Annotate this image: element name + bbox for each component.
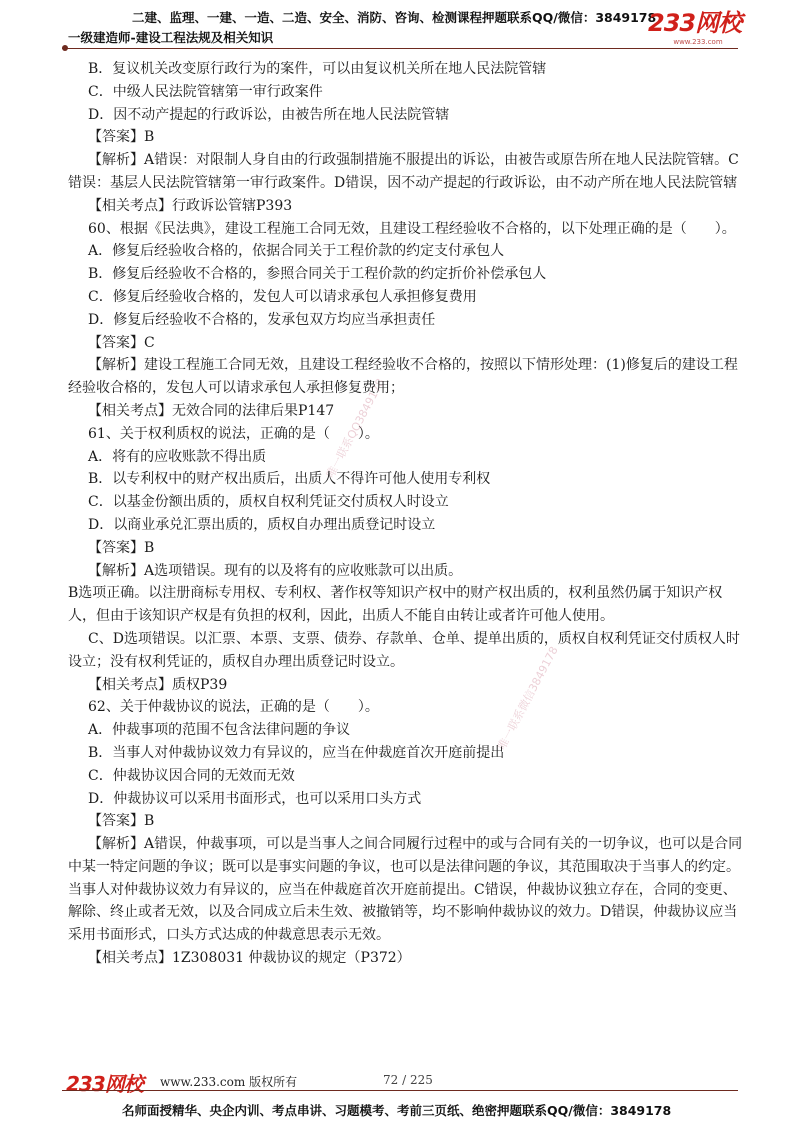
text-paragraph: 【相关考点】无效合同的法律后果P147: [88, 402, 335, 419]
header-document-title: 一级建造师-建设工程法规及相关知识: [68, 30, 274, 45]
text-paragraph: 【相关考点】行政诉讼管辖P393: [88, 197, 293, 214]
text-paragraph: 【答案】C: [88, 334, 155, 351]
footer-logo: 233网校: [66, 1072, 143, 1096]
text-paragraph: 60、根据《民法典》，建设工程施工合同无效，且建设工程经验收不合格的，以下处理正确的是（ ）。: [88, 220, 736, 237]
text-paragraph: 61、关于权利质权的说法，正确的是（ ）。: [88, 425, 379, 442]
text-paragraph: 【解析】A错误，仲裁事项，可以是当事人之间合同履行过程中的或与合同有关的一切争议，也可以是合同中某一特定问题的争议；既可以是事实问题的争议，也可以是法律问题的争议，其范围取决于当事人的约定。当事人对仲裁协议效力有异议的，应当在仲裁庭首次开庭前提出。C错误，仲裁协议独立存在，合同的变更、解除、终止或者无效，以及合同成立后未生效、被撤销等，均不影响仲裁协议的效力。D错误，仲裁协议应当采用书面形式，口头方式达成的仲裁意思表示无效。: [68, 836, 743, 944]
text-paragraph: 【答案】B: [88, 129, 155, 146]
text-paragraph: A．将有的应收账款不得出质: [88, 448, 267, 465]
page-number: 72 / 225: [383, 1073, 433, 1087]
footer-divider: [62, 1090, 738, 1091]
text-paragraph: B．修复后经验收不合格的，参照合同关于工程价款的约定折价补偿承包人: [88, 266, 547, 283]
text-paragraph: A．仲裁事项的范围不包含法律问题的争议: [88, 722, 351, 739]
text-paragraph: D．仲裁协议可以采用书面形式，也可以采用口头方式: [88, 790, 422, 807]
text-paragraph: 【解析】建设工程施工合同无效，且建设工程经验收不合格的，按照以下情形处理：(1)修复后的建设工程经验收合格的，发包人可以请求承包人承担修复费用；: [68, 357, 738, 397]
header-promo-text: 二建、监理、一建、一造、二造、安全、消防、咨询、检测课程押题联系QQ/微信：3849178: [132, 10, 657, 25]
watermark-text: 唯一联系微信3849178: [495, 644, 561, 753]
text-paragraph: C．中级人民法院管辖第一审行政案件: [88, 83, 323, 100]
watermark-text: 唯一联系QQ3849178: [323, 376, 388, 480]
footer-copyright: www.233.com 版权所有: [160, 1075, 298, 1089]
text-paragraph: 62、关于仲裁协议的说法，正确的是（ ）。: [88, 699, 379, 716]
logo-text: 233网校: [648, 9, 742, 37]
text-paragraph: 【答案】B: [88, 539, 155, 556]
text-paragraph: B．当事人对仲裁协议效力有异议的，应当在仲裁庭首次开庭前提出: [88, 744, 505, 761]
text-paragraph: C．修复后经验收合格的，发包人可以请求承包人承担修复费用: [88, 288, 477, 305]
text-paragraph: A．修复后经验收合格的，依据合同关于工程价款的约定支付承包人: [88, 243, 505, 260]
brand-logo: [648, 10, 748, 50]
text-paragraph: C、D选项错误。以汇票、本票、支票、债券、存款单、仓单、提单出质的，质权自权利凭证交付质权人时设立；没有权利凭证的，质权自办理出质登记时设立。: [68, 630, 740, 670]
text-paragraph: D．因不动产提起的行政诉讼，由被告所在地人民法院管辖: [88, 106, 450, 123]
text-paragraph: B．复议机关改变原行政行为的案件，可以由复议机关所在地人民法院管辖: [88, 61, 547, 77]
logo-subtext: www.233.com: [673, 38, 723, 46]
text-paragraph: D．以商业承兑汇票出质的，质权自办理出质登记时设立: [88, 516, 436, 533]
text-paragraph: B．以专利权中的财产权出质后，出质人不得许可他人使用专利权: [88, 471, 491, 488]
footer-promo-text: 名师面授精华、央企内训、考点串讲、习题模考、考前三页纸、绝密押题联系QQ/微信：3849178: [122, 1103, 672, 1118]
document-body: [68, 58, 744, 970]
text-paragraph: D．修复后经验收不合格的，发承包双方均应当承担责任: [88, 311, 436, 328]
text-paragraph: C．以基金份额出质的，质权自权利凭证交付质权人时设立: [88, 494, 449, 511]
text-paragraph: B选项正确。以注册商标专用权、专利权、著作权等知识产权中的财产权出质的，权利虽然仍属于知识产权人，但由于该知识产权是有负担的权利，因此，出质人不能自由转让或者许可他人使用。: [68, 585, 723, 625]
text-paragraph: 【解析】A选项错误。现有的以及将有的应收账款可以出质。: [88, 562, 463, 579]
text-paragraph: C．仲裁协议因合同的无效而无效: [88, 767, 295, 784]
text-paragraph: 【答案】B: [88, 813, 155, 830]
text-paragraph: 【相关考点】1Z308031 仲裁协议的规定（P372）: [88, 950, 411, 967]
text-paragraph: 【相关考点】质权P39: [88, 676, 228, 693]
header-divider: [62, 48, 738, 49]
text-paragraph: 【解析】A错误：对限制人身自由的行政强制措施不服提出的诉讼，由被告或原告所在地人民法院管辖。C错误：基层人民法院管辖第一审行政案件。D错误，因不动产提起的行政诉讼，由不动产所在地人民法院管辖: [68, 152, 739, 191]
